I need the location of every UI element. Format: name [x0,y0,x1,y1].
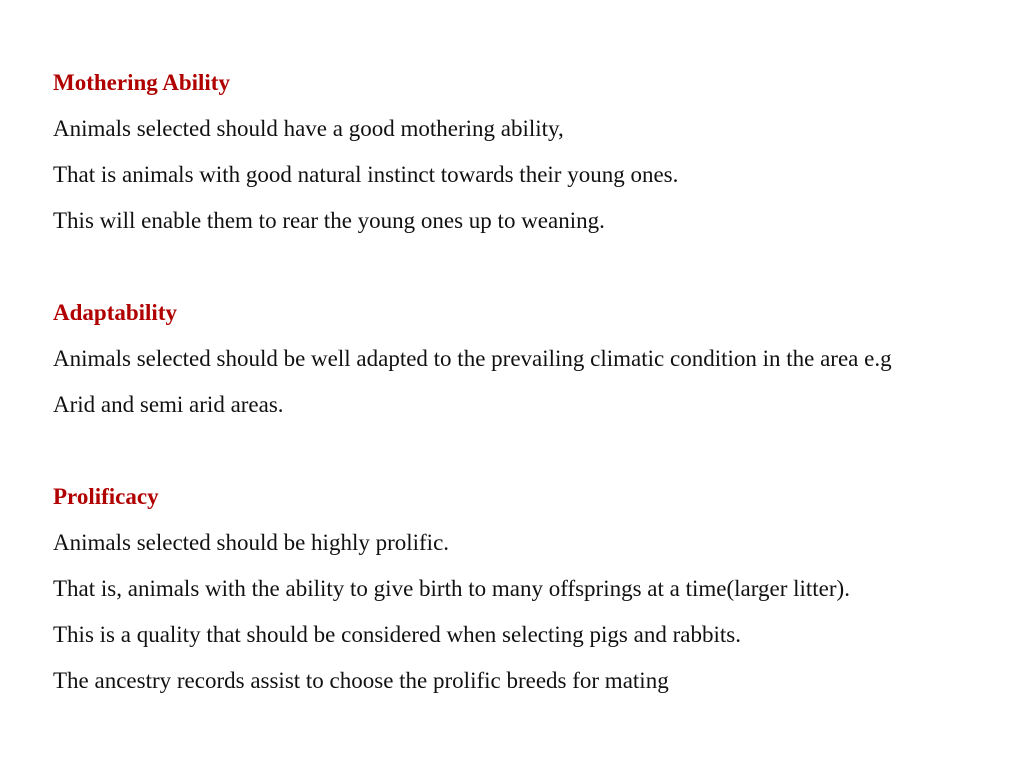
section-text-line: That is animals with good natural instinct towards their young ones. [53,162,679,187]
section-text-line: Arid and semi arid areas. [53,392,284,417]
section-adaptability [53,290,1003,428]
section-heading: Mothering Ability [53,70,230,95]
section-text-line: This will enable them to rear the young ones up to weaning. [53,208,605,233]
section-text-line: This is a quality that should be considered when selecting pigs and rabbits. [53,622,741,647]
section-text-line: Animals selected should have a good mothering ability, [53,116,564,141]
section-text-line: Animals selected should be highly prolific. [53,530,450,555]
spacer [53,244,1003,290]
section-text-line: Animals selected should be well adapted to the prevailing climatic condition in the area e.g [53,346,892,371]
section-prolificacy [53,474,1003,704]
slide-content [53,60,1003,704]
section-text-line: That is, animals with the ability to give birth to many offsprings at a time(larger litter). [53,576,850,601]
section-heading: Prolificacy [53,484,159,509]
spacer [53,428,1003,474]
section-mothering-ability [53,60,1003,244]
section-text-line: The ancestry records assist to choose the prolific breeds for mating [53,668,669,693]
section-heading: Adaptability [53,300,177,325]
